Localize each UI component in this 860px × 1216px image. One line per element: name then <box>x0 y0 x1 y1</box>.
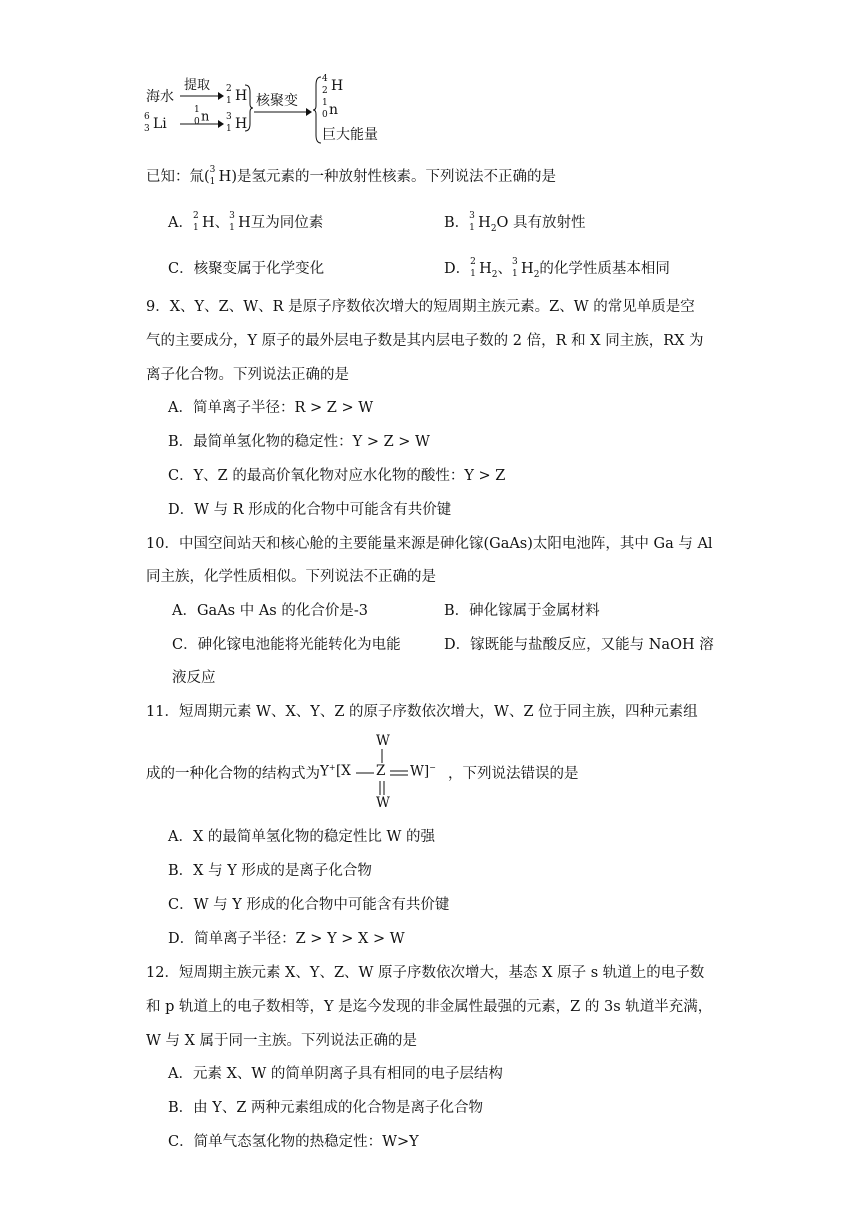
formula-cation: Y+ <box>320 763 336 780</box>
extract-arrow <box>180 91 224 101</box>
q9-line1: 9．X、Y、Z、W、R 是原子序数依次增大的短周期主族元素。Z、W 的常见单质是空 <box>146 299 695 315</box>
formula-double-bond-vertical <box>378 781 386 795</box>
formula-center-z: Z <box>376 763 386 779</box>
q9-option-c: C．Y、Z 的最高价氧化物对应水化物的酸性：Y > Z <box>168 468 506 484</box>
q9-line2: 气的主要成分，Y 原子的最外层电子数是其内层电子数的 2 倍，R 和 X 同主族，RX 为 <box>146 333 704 349</box>
q12-line1: 12．短周期主族元素 X、Y、Z、W 原子序数依次增大，基态 X 原子 s 轨道上的电子数 <box>146 965 705 981</box>
formula-double-bond <box>390 769 408 777</box>
formula-bottom-w: W <box>376 795 390 811</box>
formula-right-w: W]− <box>410 763 436 780</box>
product-neutron: 1 0 n <box>322 98 339 120</box>
lithium: 6 3 Li <box>144 112 167 134</box>
q9-option-b: B．最简单氢化物的稳定性：Y > Z > W <box>168 434 430 450</box>
q11-line2-prefix: 成的一种化合物的结构式为 <box>146 766 320 782</box>
q10-line1: 10．中国空间站天和核心舱的主要能量来源是砷化镓(GaAs)太阳电池阵，其中 Ga 与 Al <box>146 536 713 552</box>
q12-option-a: A．元素 X、W 的简单阴离子具有相同的电子层结构 <box>168 1066 503 1082</box>
q11-line1: 11．短周期元素 W、X、Y、Z 的原子序数依次增大，W、Z 位于同主族，四种元素组 <box>146 704 698 720</box>
q10-option-d: D．镓既能与盐酸反应，又能与 NaOH 溶 <box>444 637 714 653</box>
formula-top-w: W <box>376 733 390 749</box>
q8-option-b: B． 3 1 $H_2O$ 具有放射性 <box>444 211 586 234</box>
neutron-reagent: 1 0 n <box>194 105 210 127</box>
known-statement: 已知：氚( 3 1 H)是氢元素的一种放射性核素。下列说法不正确的是 <box>146 165 556 187</box>
q11-option-c: C．W 与 Y 形成的化合物中可能含有共价键 <box>168 897 450 913</box>
q9-option-d: D．W 与 R 形成的化合物中可能含有共价键 <box>168 502 452 518</box>
q8-option-c: C．核聚变属于化学变化 <box>168 261 325 277</box>
deuterium: 2 1 H <box>226 84 248 106</box>
seawater-label: 海水 <box>146 89 174 105</box>
q10-line2: 同主族，化学性质相似。下列说法不正确的是 <box>146 569 436 585</box>
structural-formula <box>320 733 440 815</box>
q11-option-d: D．简单离子半径：Z > Y > X > W <box>168 931 405 947</box>
q9-line3: 离子化合物。下列说法正确的是 <box>146 367 349 383</box>
fusion-arrow <box>254 107 312 117</box>
q8-option-d: D． 2 1 $H_2$、 3 1 $H_2$的化学性质基本相同 <box>444 257 670 280</box>
q10-option-c: C．砷化镓电池能将光能转化为电能 <box>172 637 401 653</box>
left-brace <box>312 76 322 144</box>
fusion-label: 核聚变 <box>256 93 298 109</box>
q12-option-c: C．简单气态氢化物的热稳定性：W>Y <box>168 1134 419 1150</box>
neutron-arrow <box>180 119 224 129</box>
q12-line2: 和 p 轨道上的电子数相等，Y 是迄今发现的非金属性最强的元素，Z 的 3s 轨道半充满， <box>146 999 713 1015</box>
q11-option-a: A．X 的最简单氢化物的稳定性比 W 的强 <box>168 829 436 845</box>
q10-option-a: A．GaAs 中 As 的化合价是-3 <box>172 603 368 619</box>
extract-label: 提取 <box>184 78 211 93</box>
formula-single-bond <box>356 771 374 775</box>
q11-option-b: B．X 与 Y 形成的是离子化合物 <box>168 863 372 879</box>
q11-line2-suffix: ，下列说法错误的是 <box>448 766 579 782</box>
fusion-diagram <box>140 74 390 146</box>
q12-line3: W 与 X 属于同一主族。下列说法正确的是 <box>146 1033 418 1049</box>
q12-option-b: B．由 Y、Z 两种元素组成的化合物是离子化合物 <box>168 1100 484 1116</box>
q9-option-a: A．简单离子半径：R > Z > W <box>168 400 374 416</box>
q10-option-d-continued: 液反应 <box>172 670 216 686</box>
formula-single-bond-vertical <box>380 749 384 763</box>
q8-option-a: A． 2 1 H、 3 1 H互为同位素 <box>168 211 324 233</box>
helium: 4 2 H <box>322 74 344 96</box>
q10-option-b: B．砷化镓属于金属材料 <box>444 603 600 619</box>
formula-x: [X <box>336 763 351 779</box>
tritium: 3 1 H <box>226 112 248 134</box>
energy-label: 巨大能量 <box>322 127 378 143</box>
right-brace <box>244 84 254 132</box>
